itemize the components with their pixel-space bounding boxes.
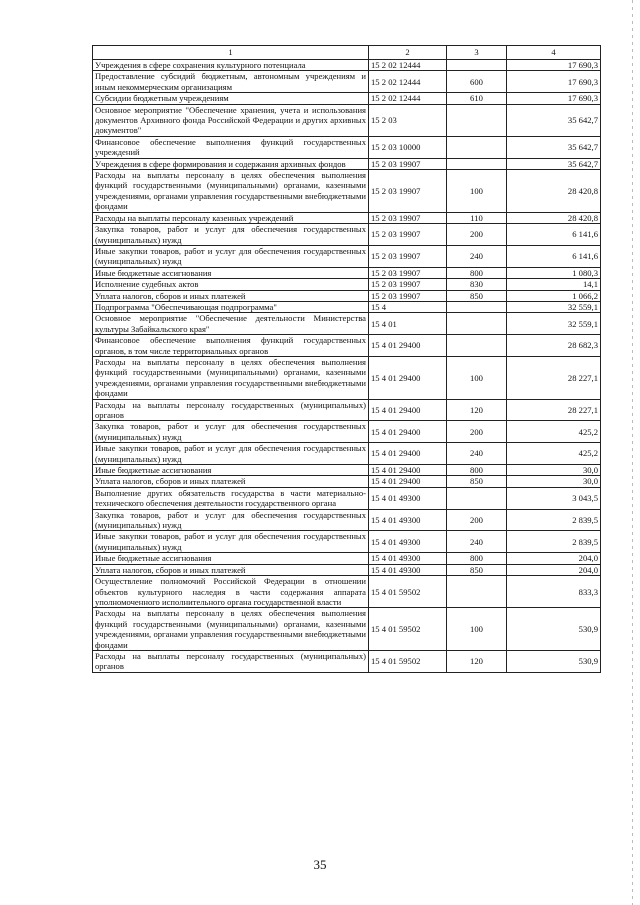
row-expense-type-cell: 830 — [447, 279, 507, 290]
page-number: 35 — [313, 857, 327, 872]
row-amount-cell: 35 642,7 — [507, 104, 601, 136]
table-row — [93, 104, 601, 136]
row-code-cell: 15 2 02 12444 — [369, 60, 447, 71]
row-amount-cell: 30,0 — [507, 476, 601, 487]
table-row — [93, 487, 601, 509]
row-code-cell: 15 4 01 29400 — [369, 443, 447, 465]
row-amount-cell: 530,9 — [507, 608, 601, 651]
row-expense-type-cell — [447, 301, 507, 312]
table-row — [93, 399, 601, 421]
table-row — [93, 245, 601, 267]
table-row — [93, 313, 601, 335]
row-amount-cell: 1 080,3 — [507, 267, 601, 278]
row-name-cell: Учреждения в сфере сохранения культурного потенциала — [93, 60, 369, 71]
row-code-cell: 15 2 03 19907 — [369, 158, 447, 169]
row-code-cell: 15 2 03 19907 — [369, 245, 447, 267]
row-code-cell: 15 2 03 19907 — [369, 224, 447, 246]
row-name-cell: Уплата налогов, сборов и иных платежей — [93, 564, 369, 575]
row-code-cell: 15 4 01 29400 — [369, 465, 447, 476]
row-name-cell: Подпрограмма "Обеспечивающая подпрограмма" — [93, 301, 369, 312]
table-row — [93, 576, 601, 608]
row-name-cell: Осуществление полномочий Российской Федерации в отношении объектов культурного наследия в части содержания аппарата уполномоченного исполнительного органа государственной власти — [93, 576, 369, 608]
row-amount-cell: 28 682,3 — [507, 335, 601, 357]
row-amount-cell: 30,0 — [507, 465, 601, 476]
row-name-cell: Расходы на выплаты персоналу в целях обеспечения выполнения функций государственными (муниципальными) органами, казенными учреждениями, органами управления государственными внебюджетными фондами — [93, 608, 369, 651]
row-expense-type-cell: 850 — [447, 290, 507, 301]
row-code-cell: 15 4 01 29400 — [369, 421, 447, 443]
row-amount-cell: 204,0 — [507, 553, 601, 564]
table-row — [93, 279, 601, 290]
row-amount-cell: 28 227,1 — [507, 356, 601, 399]
row-amount-cell: 425,2 — [507, 443, 601, 465]
row-name-cell: Расходы на выплаты персоналу государственных (муниципальных) органов — [93, 650, 369, 672]
row-amount-cell: 833,3 — [507, 576, 601, 608]
row-name-cell: Иные закупки товаров, работ и услуг для обеспечения государственных (муниципальных) нужд — [93, 531, 369, 553]
row-expense-type-cell — [447, 576, 507, 608]
row-amount-cell: 28 420,8 — [507, 170, 601, 213]
scan-edge-line — [632, 0, 633, 905]
row-expense-type-cell: 240 — [447, 245, 507, 267]
row-code-cell: 15 2 03 19907 — [369, 290, 447, 301]
table-row — [93, 608, 601, 651]
row-name-cell: Финансовое обеспечение выполнения функций государственных учреждений — [93, 136, 369, 158]
row-name-cell: Уплата налогов, сборов и иных платежей — [93, 290, 369, 301]
row-name-cell: Предоставление субсидий бюджетным, автономным учреждениям и иным некоммерческим организациям — [93, 71, 369, 93]
column-header: 2 — [369, 46, 447, 60]
row-expense-type-cell — [447, 313, 507, 335]
table-row — [93, 60, 601, 71]
table-row — [93, 564, 601, 575]
row-amount-cell: 3 043,5 — [507, 487, 601, 509]
row-expense-type-cell: 600 — [447, 71, 507, 93]
row-code-cell: 15 4 01 59502 — [369, 608, 447, 651]
row-code-cell: 15 2 02 12444 — [369, 93, 447, 104]
column-header: 1 — [93, 46, 369, 60]
row-code-cell: 15 2 02 12444 — [369, 71, 447, 93]
row-amount-cell: 35 642,7 — [507, 136, 601, 158]
row-code-cell: 15 4 01 59502 — [369, 650, 447, 672]
row-amount-cell: 204,0 — [507, 564, 601, 575]
table-row — [93, 224, 601, 246]
row-name-cell: Иные закупки товаров, работ и услуг для обеспечения государственных (муниципальных) нужд — [93, 443, 369, 465]
row-amount-cell: 425,2 — [507, 421, 601, 443]
row-name-cell: Уплата налогов, сборов и иных платежей — [93, 476, 369, 487]
row-code-cell: 15 4 01 49300 — [369, 509, 447, 531]
row-code-cell: 15 2 03 19907 — [369, 279, 447, 290]
row-expense-type-cell: 240 — [447, 443, 507, 465]
row-code-cell: 15 4 01 29400 — [369, 399, 447, 421]
row-expense-type-cell — [447, 158, 507, 169]
table-row — [93, 356, 601, 399]
row-name-cell: Расходы на выплаты персоналу казенных учреждений — [93, 212, 369, 223]
row-code-cell: 15 4 01 59502 — [369, 576, 447, 608]
row-expense-type-cell: 110 — [447, 212, 507, 223]
row-code-cell: 15 4 — [369, 301, 447, 312]
row-name-cell: Основное мероприятие "Обеспечение хранения, учета и использования документов Архивного фонда Российской Федерации и других архивных документов" — [93, 104, 369, 136]
row-amount-cell: 28 420,8 — [507, 212, 601, 223]
table-row — [93, 465, 601, 476]
row-code-cell: 15 4 01 — [369, 313, 447, 335]
table-row — [93, 290, 601, 301]
row-name-cell: Расходы на выплаты персоналу в целях обеспечения выполнения функций государственными (муниципальными) органами, казенными учреждениями, органами управления государственными внебюджетными фондами — [93, 170, 369, 213]
table-row — [93, 443, 601, 465]
row-expense-type-cell: 120 — [447, 399, 507, 421]
row-expense-type-cell — [447, 487, 507, 509]
row-expense-type-cell: 850 — [447, 564, 507, 575]
table-row — [93, 71, 601, 93]
row-expense-type-cell — [447, 335, 507, 357]
row-name-cell: Иные бюджетные ассигнования — [93, 465, 369, 476]
row-code-cell: 15 2 03 19907 — [369, 170, 447, 213]
row-code-cell: 15 4 01 49300 — [369, 487, 447, 509]
row-name-cell: Иные бюджетные ассигнования — [93, 267, 369, 278]
row-expense-type-cell: 610 — [447, 93, 507, 104]
row-amount-cell: 17 690,3 — [507, 60, 601, 71]
row-code-cell: 15 4 01 49300 — [369, 564, 447, 575]
table-row — [93, 170, 601, 213]
table-row — [93, 509, 601, 531]
row-expense-type-cell — [447, 136, 507, 158]
row-code-cell: 15 2 03 19907 — [369, 267, 447, 278]
row-name-cell: Иные бюджетные ассигнования — [93, 553, 369, 564]
row-amount-cell: 28 227,1 — [507, 399, 601, 421]
row-amount-cell: 32 559,1 — [507, 301, 601, 312]
row-name-cell: Закупка товаров, работ и услуг для обеспечения государственных (муниципальных) нужд — [93, 224, 369, 246]
table-row — [93, 421, 601, 443]
table-row — [93, 650, 601, 672]
column-header: 3 — [447, 46, 507, 60]
table-row — [93, 476, 601, 487]
row-name-cell: Финансовое обеспечение выполнения функций государственных органов, в том числе территориальных органов — [93, 335, 369, 357]
table-row — [93, 301, 601, 312]
row-name-cell: Закупка товаров, работ и услуг для обеспечения государственных (муниципальных) нужд — [93, 421, 369, 443]
row-expense-type-cell — [447, 60, 507, 71]
row-amount-cell: 6 141,6 — [507, 224, 601, 246]
row-amount-cell: 32 559,1 — [507, 313, 601, 335]
row-code-cell: 15 4 01 29400 — [369, 476, 447, 487]
table-row — [93, 158, 601, 169]
row-expense-type-cell: 200 — [447, 421, 507, 443]
row-code-cell: 15 2 03 — [369, 104, 447, 136]
row-name-cell: Исполнение судебных актов — [93, 279, 369, 290]
table-body — [93, 60, 601, 673]
row-expense-type-cell: 850 — [447, 476, 507, 487]
row-amount-cell: 2 839,5 — [507, 509, 601, 531]
row-expense-type-cell: 800 — [447, 553, 507, 564]
row-expense-type-cell: 100 — [447, 356, 507, 399]
row-expense-type-cell: 200 — [447, 509, 507, 531]
table-row — [93, 553, 601, 564]
row-name-cell: Субсидии бюджетным учреждениям — [93, 93, 369, 104]
column-header: 4 — [507, 46, 601, 60]
row-code-cell: 15 4 01 49300 — [369, 553, 447, 564]
row-name-cell: Расходы на выплаты персоналу в целях обеспечения выполнения функций государственными (муниципальными) органами, казенными учреждениями, органами управления государственными внебюджетными фондами — [93, 356, 369, 399]
table-row — [93, 267, 601, 278]
row-amount-cell: 17 690,3 — [507, 71, 601, 93]
row-amount-cell: 14,1 — [507, 279, 601, 290]
row-expense-type-cell: 240 — [447, 531, 507, 553]
table-row — [93, 136, 601, 158]
row-name-cell: Расходы на выплаты персоналу государственных (муниципальных) органов — [93, 399, 369, 421]
row-name-cell: Иные закупки товаров, работ и услуг для обеспечения государственных (муниципальных) нужд — [93, 245, 369, 267]
row-expense-type-cell: 120 — [447, 650, 507, 672]
row-expense-type-cell: 800 — [447, 465, 507, 476]
row-name-cell: Основное мероприятие "Обеспечение деятельности Министерства культуры Забайкальского края" — [93, 313, 369, 335]
row-amount-cell: 17 690,3 — [507, 93, 601, 104]
row-expense-type-cell: 800 — [447, 267, 507, 278]
row-amount-cell: 2 839,5 — [507, 531, 601, 553]
row-name-cell: Выполнение других обязательств государства в части материально-технического обеспечения деятельности государственного органа — [93, 487, 369, 509]
row-code-cell: 15 4 01 49300 — [369, 531, 447, 553]
table-row — [93, 93, 601, 104]
row-expense-type-cell: 100 — [447, 608, 507, 651]
row-amount-cell: 530,9 — [507, 650, 601, 672]
budget-table — [92, 45, 601, 673]
row-amount-cell: 6 141,6 — [507, 245, 601, 267]
row-name-cell: Закупка товаров, работ и услуг для обеспечения государственных (муниципальных) нужд — [93, 509, 369, 531]
row-expense-type-cell: 100 — [447, 170, 507, 213]
row-code-cell: 15 2 03 19907 — [369, 212, 447, 223]
row-amount-cell: 35 642,7 — [507, 158, 601, 169]
row-code-cell: 15 4 01 29400 — [369, 335, 447, 357]
row-expense-type-cell — [447, 104, 507, 136]
row-amount-cell: 1 066,2 — [507, 290, 601, 301]
table-row — [93, 212, 601, 223]
table-row — [93, 335, 601, 357]
row-code-cell: 15 2 03 10000 — [369, 136, 447, 158]
table-header-row — [93, 46, 601, 60]
row-expense-type-cell: 200 — [447, 224, 507, 246]
row-name-cell: Учреждения в сфере формирования и содержания архивных фондов — [93, 158, 369, 169]
table-row — [93, 531, 601, 553]
row-code-cell: 15 4 01 29400 — [369, 356, 447, 399]
